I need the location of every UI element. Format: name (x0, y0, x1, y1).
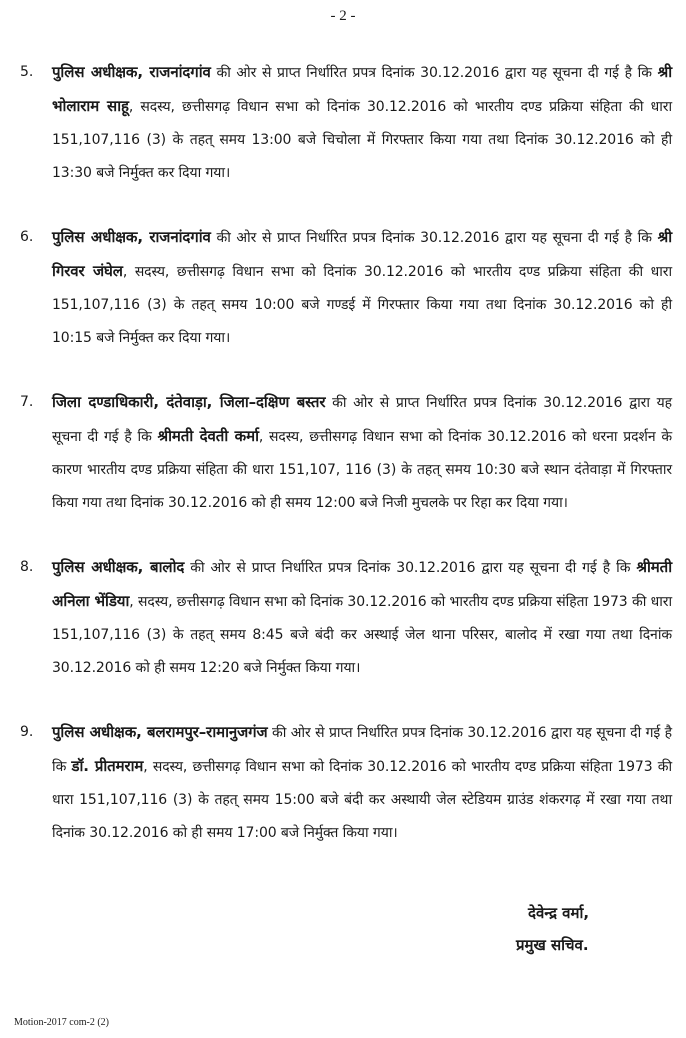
item-number: 9. (20, 724, 34, 740)
authority-name: पुलिस अधीक्षक, बालोद (52, 558, 185, 576)
page-number: - 2 - (330, 8, 356, 24)
list-item (20, 386, 672, 520)
item-number: 7. (20, 394, 34, 410)
item-text: पुलिस अधीक्षक, बालोद की ओर से प्राप्त निर्धारित प्रपत्र दिनांक 30.12.2016 द्वारा यह सूचना दी गई है कि श्रीमती अनिला भेंडिया, सदस्य, छत्तीसगढ़ विधान सभा को दिनांक 30.12.2016 को भारतीय दण्ड प्रक्रिया संहिता 1973 की धारा 151,107,116 (3) के तहत् समय 8:45 बजे बंदी कर अस्थाई जेल थाना परिसर, बालोद में रखा गया तथा दिनांक 30.12.2016 को ही समय 12:20 बजे निर्मुक्त किया गया। (52, 558, 672, 676)
signature-block (516, 897, 656, 961)
item-number: 6. (20, 229, 34, 245)
member-name: श्रीमती अनिला भेंडिया (52, 558, 672, 610)
list-item (20, 551, 672, 685)
member-name: डॉ. प्रीतमराम (71, 757, 144, 775)
footer-reference: Motion-2017 com-2 (2) (14, 1017, 109, 1028)
item-number: 5. (20, 64, 34, 80)
authority-name: पुलिस अधीक्षक, बलरामपुर–रामानुजगंज (52, 723, 268, 741)
list-item (20, 221, 672, 355)
member-name: श्रीमती देवती कर्मा (157, 427, 259, 445)
authority-name: पुलिस अधीक्षक, राजनांदगांव (52, 228, 211, 246)
item-text: पुलिस अधीक्षक, राजनांदगांव की ओर से प्राप्त निर्धारित प्रपत्र दिनांक 30.12.2016 द्वारा यह सूचना दी गई है कि श्री भोलाराम साहू, सदस्य, छत्तीसगढ़ विधान सभा को दिनांक 30.12.2016 को भारतीय दण्ड प्रक्रिया संहिता की धारा 151,107,116 (3) के तहत् समय 13:00 बजे चिचोला में गिरफ्तार किया गया तथा दिनांक 30.12.2016 को ही 13:30 बजे निर्मुक्त कर दिया गया। (52, 63, 672, 181)
item-text: जिला दण्डाधिकारी, दंतेवाड़ा, जिला–दक्षिण बस्तर की ओर से प्राप्त निर्धारित प्रपत्र दिनांक 30.12.2016 द्वारा यह सूचना दी गई है कि श्रीमती देवती कर्मा, सदस्य, छत्तीसगढ़ विधान सभा को दिनांक 30.12.2016 को धरना प्रदर्शन के कारण भारतीय दण्ड प्रक्रिया संहिता की धारा 151,107, 116 (3) के तहत् समय 10:30 बजे स्थान दंतेवाड़ा में गिरफ्तार किया गया तथा दिनांक 30.12.2016 को ही समय 12:00 बजे निजी मुचलके पर रिहा कर दिया गया। (52, 393, 673, 511)
signatory-designation: प्रमुख सचिव. (516, 936, 589, 954)
authority-name: पुलिस अधीक्षक, राजनांदगांव (52, 63, 211, 81)
member-name: श्री भोलाराम साहू (52, 63, 672, 115)
member-name: श्री गिरवर जंघेल (52, 228, 672, 280)
signatory-name: देवेन्द्र वर्मा, (528, 904, 590, 922)
item-number: 8. (20, 559, 34, 575)
item-list (20, 56, 672, 881)
item-text: पुलिस अधीक्षक, राजनांदगांव की ओर से प्राप्त निर्धारित प्रपत्र दिनांक 30.12.2016 द्वारा यह सूचना दी गई है कि श्री गिरवर जंघेल, सदस्य, छत्तीसगढ़ विधान सभा को दिनांक 30.12.2016 को भारतीय दण्ड प्रक्रिया संहिता की धारा 151,107,116 (3) के तहत् समय 10:00 बजे गण्डई में गिरफ्तार किया गया तथा दिनांक 30.12.2016 को ही 10:15 बजे निर्मुक्त कर दिया गया। (52, 228, 672, 346)
list-item (20, 716, 672, 850)
authority-name: जिला दण्डाधिकारी, दंतेवाड़ा, जिला–दक्षिण बस्तर (52, 393, 326, 411)
list-item (20, 56, 672, 190)
item-text: पुलिस अधीक्षक, बलरामपुर–रामानुजगंज की ओर से प्राप्त निर्धारित प्रपत्र दिनांक 30.12.2016 द्वारा यह सूचना दी गई है कि डॉ. प्रीतमराम, सदस्य, छत्तीसगढ़ विधान सभा को दिनांक 30.12.2016 को भारतीय दण्ड प्रक्रिया संहिता 1973 की धारा 151,107,116 (3) के तहत् समय 15:00 बजे बंदी कर अस्थायी जेल स्टेडियम ग्राउंड शंकरगढ़ में रखा गया तथा दिनांक 30.12.2016 को ही समय 17:00 बजे निर्मुक्त किया गया। (52, 723, 672, 841)
